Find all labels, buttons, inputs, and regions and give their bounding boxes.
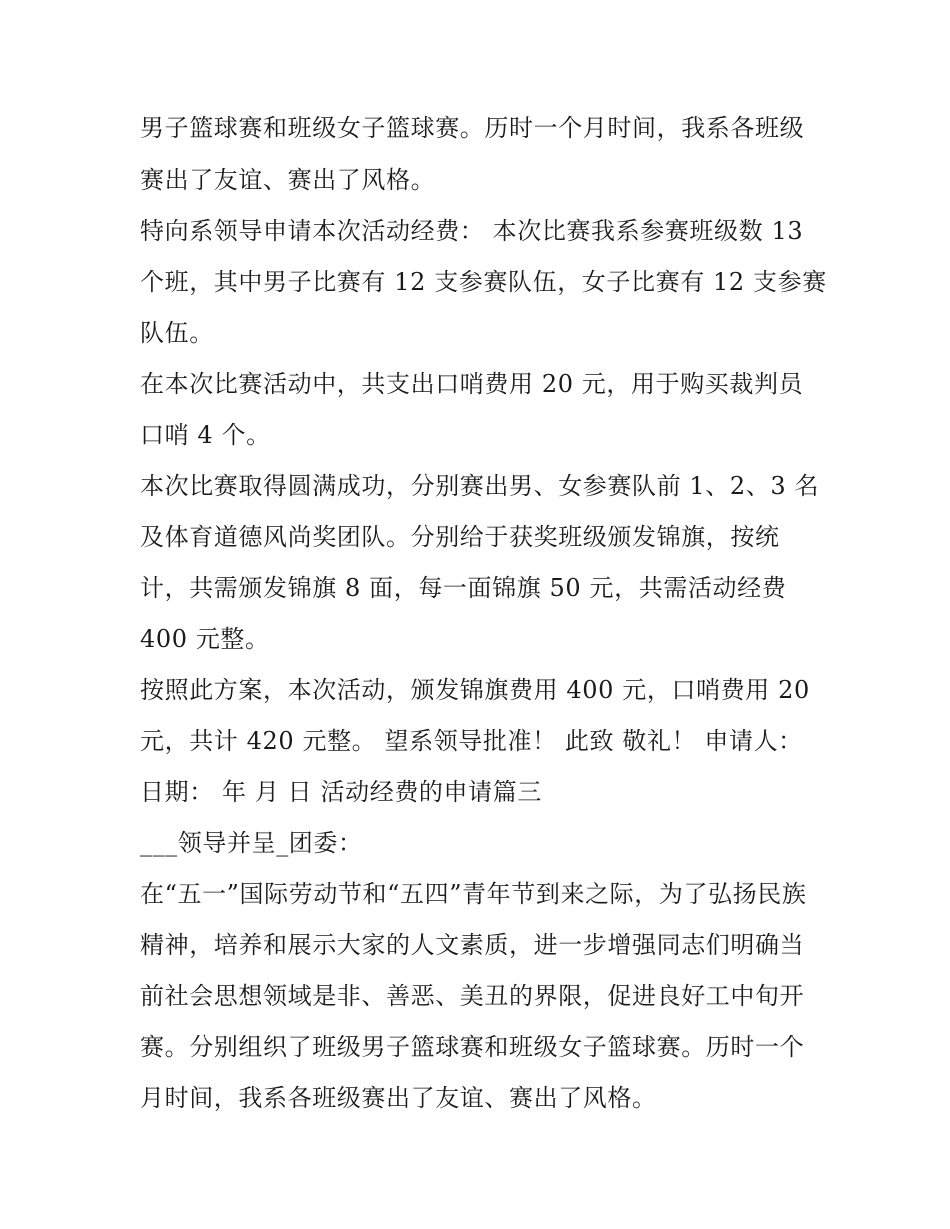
text-line: ___领导并呈_团委： xyxy=(140,829,363,857)
text-line: 及体育道德风尚奖团队。分别给于获奖班级颁发锦旗，按统 xyxy=(140,523,780,551)
text-line: 个班，其中男子比赛有 12 支参赛队伍，女子比赛有 12 支参赛 xyxy=(140,268,827,296)
text-line: 特向系领导申请本次活动经费： 本次比赛我系参赛班级数 13 xyxy=(140,217,804,245)
text-line: 按照此方案，本次活动，颁发锦旗费用 400 元，口哨费用 20 xyxy=(140,676,810,704)
text-line: 男子篮球赛和班级女子篮球赛。历时一个月时间，我系各班级 xyxy=(140,114,805,142)
text-line: 计，共需颁发锦旗 8 面，每一面锦旗 50 元，共需活动经费 xyxy=(140,574,787,602)
text-line: 队伍。 xyxy=(140,319,214,347)
text-line: 日期： 年 月 日 活动经费的申请篇三 xyxy=(140,778,542,806)
text-line: 元，共计 420 元整。 望系领导批准！ 此致 敬礼！ 申请人： xyxy=(140,727,803,755)
text-line: 400 元整。 xyxy=(140,625,270,653)
text-line: 月时间，我系各班级赛出了友谊、赛出了风格。 xyxy=(140,1084,657,1112)
text-line: 前社会思想领域是非、善恶、美丑的界限，促进良好工中旬开 xyxy=(140,982,805,1010)
text-line: 口哨 4 个。 xyxy=(140,421,271,449)
text-line: 在本次比赛活动中，共支出口哨费用 20 元，用于购买裁判员 xyxy=(140,370,804,398)
text-line: 精神，培养和展示大家的人文素质，进一步增强同志们明确当 xyxy=(140,931,805,959)
text-line: 赛出了友谊、赛出了风格。 xyxy=(140,166,436,194)
text-line: 本次比赛取得圆满成功，分别赛出男、女参赛队前 1、2、3 名 xyxy=(140,472,820,500)
text-line: 在“五一”国际劳动节和“五四”青年节到来之际，为了弘扬民族 xyxy=(140,880,807,908)
text-line: 赛。分别组织了班级男子篮球赛和班级女子篮球赛。历时一个 xyxy=(140,1033,805,1061)
